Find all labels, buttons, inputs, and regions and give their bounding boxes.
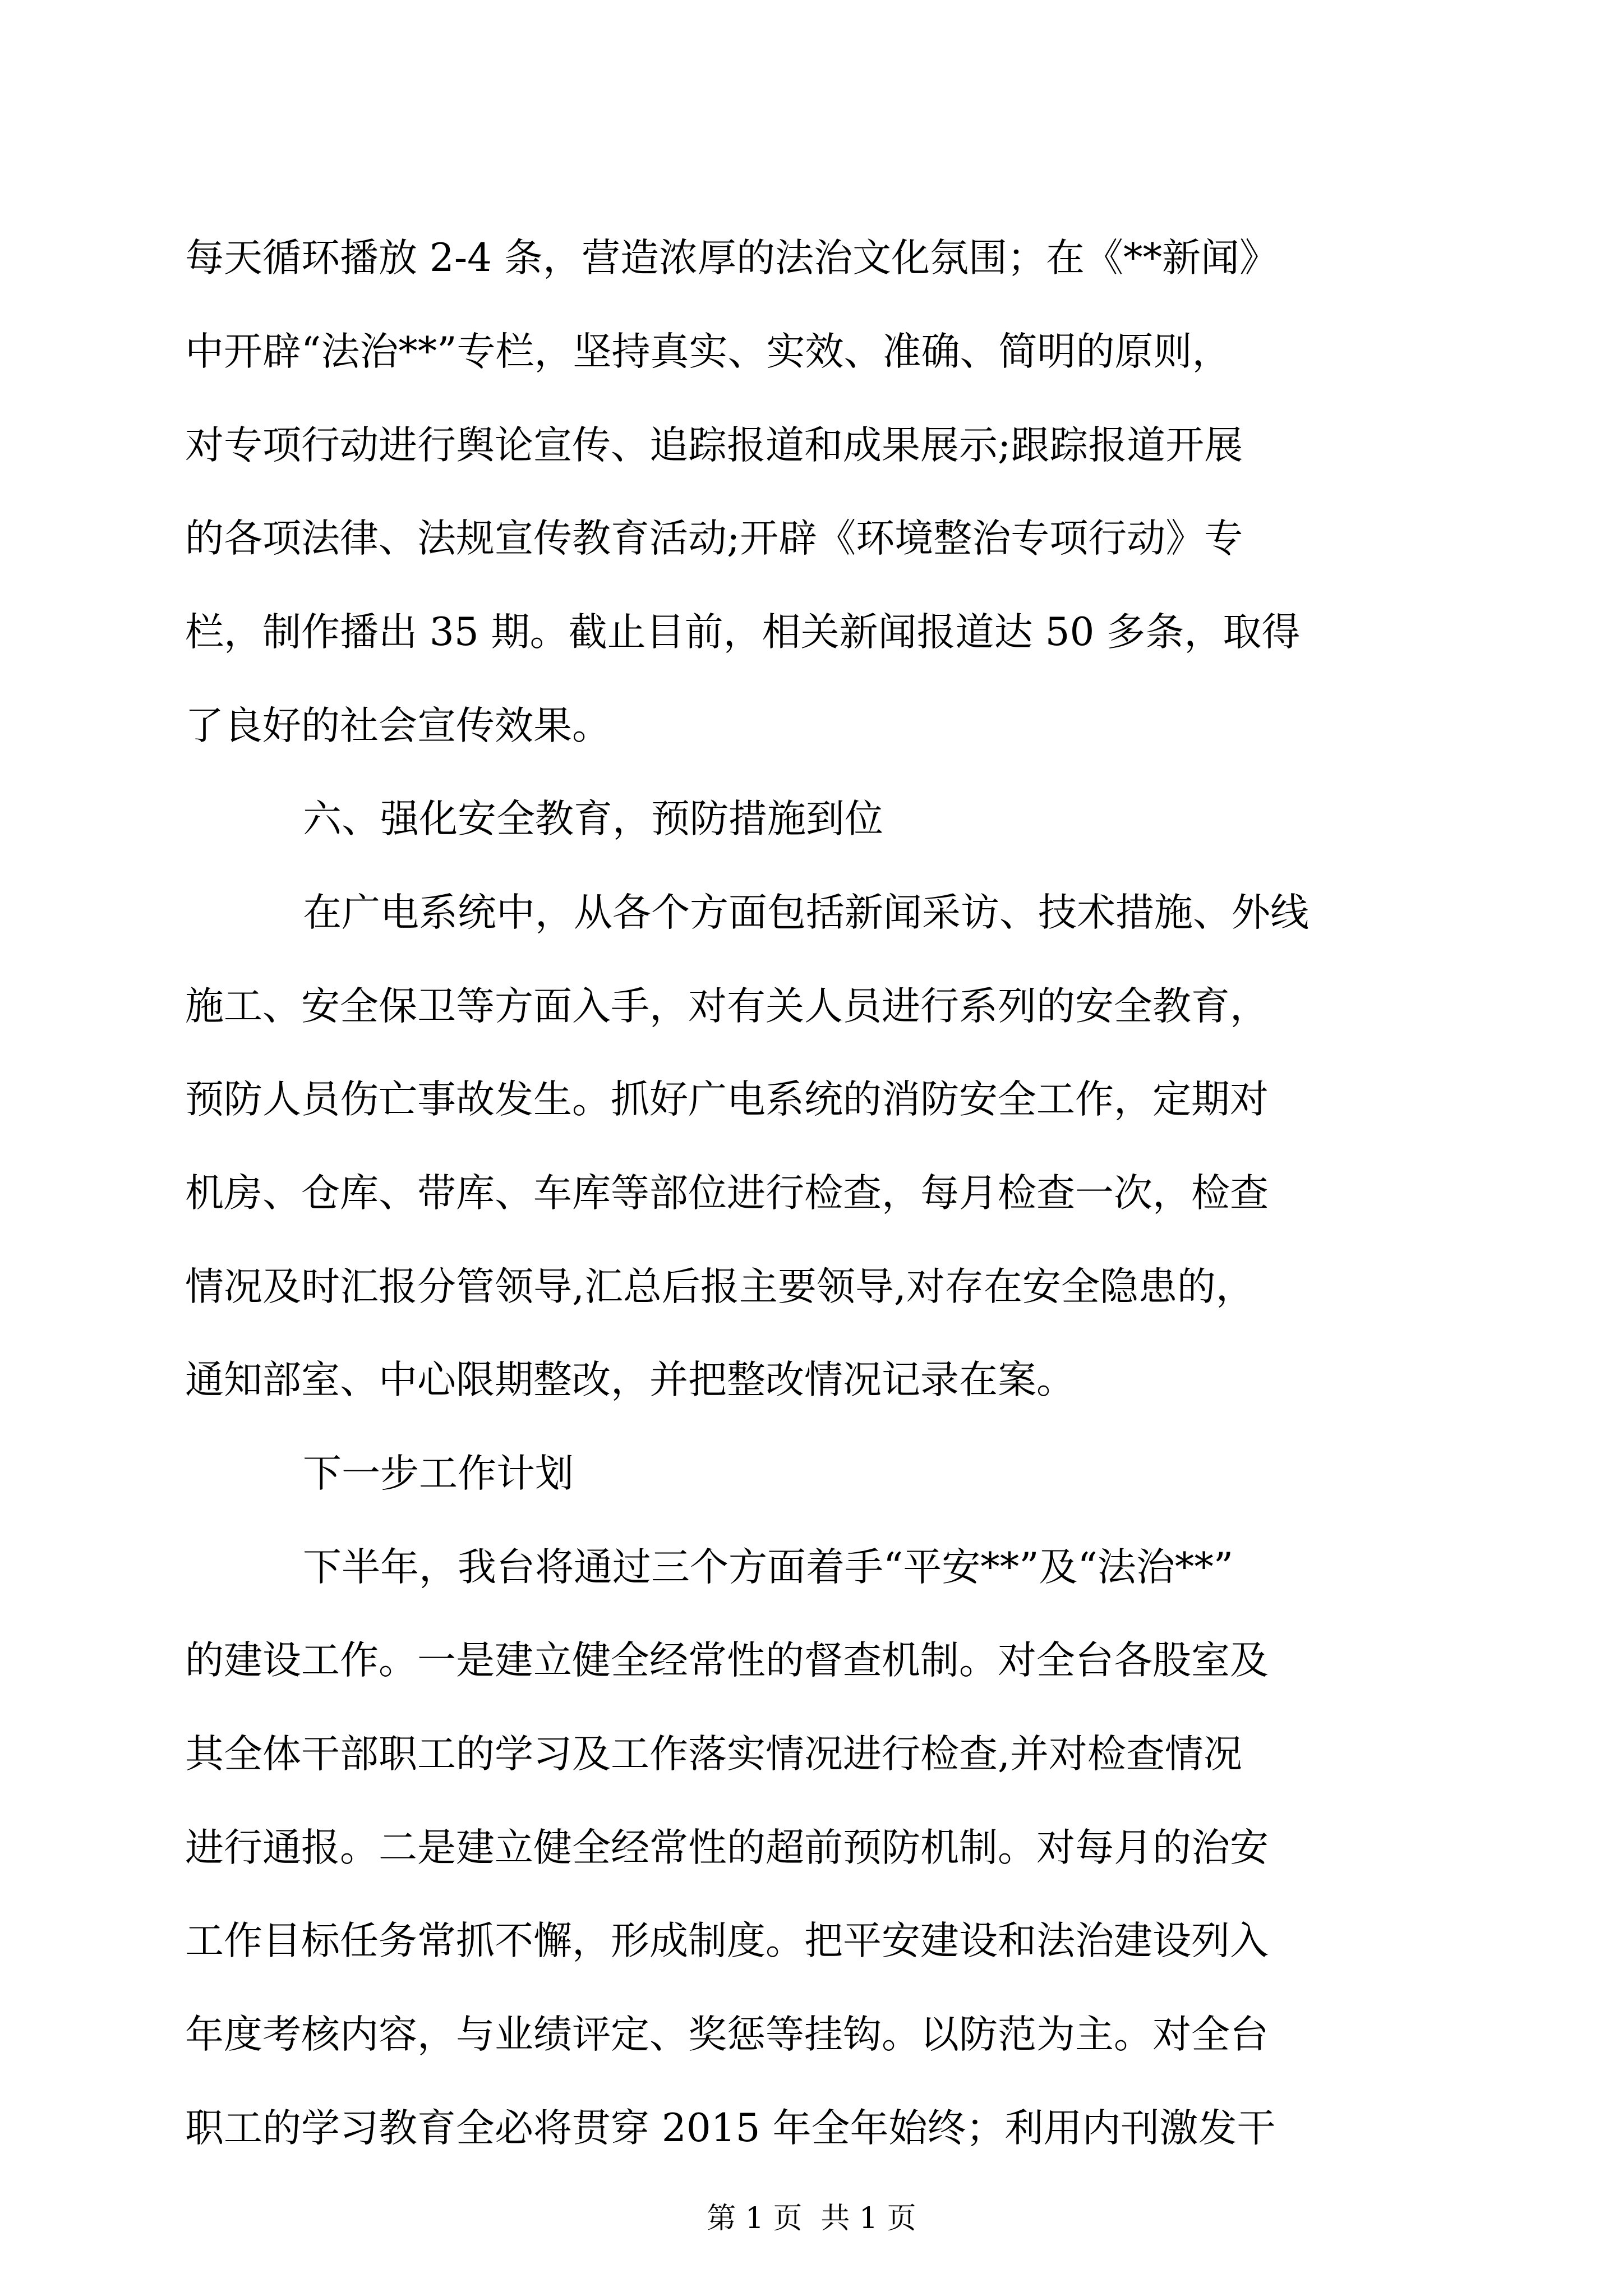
body-line: 情况及时汇报分管领导,汇总后报主要领导,对存在安全隐患的， [185, 1264, 1255, 1309]
body-line: 工作目标任务常抓不懈，形成制度。把平安建设和法治建设列入 [185, 1918, 1269, 1963]
body-line: 下半年，我台将通过三个方面着手“平安**”及“法治**” [303, 1545, 1234, 1590]
body-line: 了良好的社会宣传效果。 [185, 703, 611, 748]
body-line: 对专项行动进行舆论宣传、追踪报道和成果展示;跟踪报道开展 [185, 423, 1243, 468]
body-line: 职工的学习教育全必将贯穿 2015 年全年始终；利用内刊激发干 [185, 2106, 1276, 2151]
body-line: 其全体干部职工的学习及工作落实情况进行检查,并对检查情况 [185, 1732, 1242, 1777]
body-line: 栏，制作播出 35 期。截止目前，相关新闻报道达 50 多条，取得 [185, 610, 1301, 655]
body-line: 施工、安全保卫等方面入手，对有关人员进行系列的安全教育， [185, 984, 1269, 1029]
page-footer: 第 1 页 共 1 页 [707, 2202, 916, 2235]
body-line: 在广电系统中，从各个方面包括新闻采访、技术措施、外线 [303, 890, 1309, 935]
body-line: 的建设工作。一是建立健全经常性的督查机制。对全台各股室及 [185, 1638, 1269, 1683]
body-line: 通知部室、中心限期整改，并把整改情况记录在案。 [185, 1358, 1075, 1402]
body-line: 预防人员伤亡事故发生。抓好广电系统的消防安全工作，定期对 [185, 1077, 1269, 1122]
body-line: 的各项法律、法规宣传教育活动;开辟《环境整治专项行动》专 [185, 516, 1243, 561]
body-line: 中开辟“法治**”专栏，坚持真实、实效、准确、简明的原则， [185, 329, 1231, 374]
section-heading: 下一步工作计划 [303, 1451, 574, 1496]
body-line: 机房、仓库、带库、车库等部位进行检查，每月检查一次，检查 [185, 1171, 1269, 1216]
body-line: 每天循环播放 2-4 条，营造浓厚的法治文化氛围；在《**新闻》 [185, 236, 1278, 280]
section-heading: 六、强化安全教育，预防措施到位 [303, 797, 883, 841]
body-line: 年度考核内容，与业绩评定、奖惩等挂钩。以防范为主。对全台 [185, 2012, 1269, 2057]
body-line: 进行通报。二是建立健全经常性的超前预防机制。对每月的治安 [185, 1825, 1269, 1870]
